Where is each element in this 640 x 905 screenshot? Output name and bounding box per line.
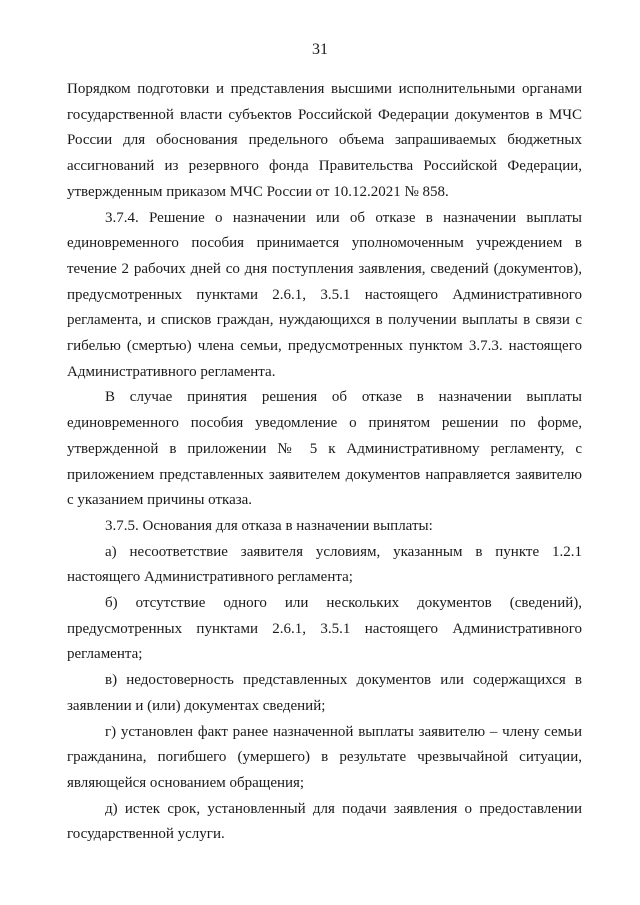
list-item-g: г) установлен факт ранее назначенной выплаты заявителю – члену семьи гражданина, погибшего (умершего) в результате чрезвычайной ситуации, являющейся основанием обращения; bbox=[67, 723, 582, 791]
paragraph-3-7-5: 3.7.5. Основания для отказа в назначении выплаты: bbox=[105, 517, 433, 534]
paragraph-3-7-4: 3.7.4. Решение о назначении или об отказе в назначении выплаты единовременного пособия принимается уполномоченным учреждением в течение 2 рабочих дней со дня поступления заявления, сведений (документов), предусмотренных пунктами 2.6.1, 3.5.1 настоящего Административного регламента, и списков граждан, нуждающихся в получении выплаты в связи с гибелью (смертью) члена семьи, предусмотренных пунктом 3.7.3. настоящего Административного регламента. bbox=[67, 209, 582, 380]
list-item-d: д) истек срок, установленный для подачи заявления о предоставлении государственной услуги. bbox=[67, 800, 582, 843]
list-item-a: а) несоответствие заявителя условиям, указанным в пункте 1.2.1 настоящего Административного регламента; bbox=[67, 543, 582, 586]
list-item-b: б) отсутствие одного или нескольких документов (сведений), предусмотренных пунктами 2.6.1, 3.5.1 настоящего Административного регламента; bbox=[67, 595, 582, 663]
document-body bbox=[67, 77, 582, 848]
list-item-v: в) недостоверность представленных документов или содержащихся в заявлении и (или) документах сведений; bbox=[67, 672, 582, 714]
page-number: 31 bbox=[312, 41, 328, 58]
paragraph-continuation: Порядком подготовки и представления высшими исполнительными органами государственной власти субъектов Российской Федерации документов в МЧС России для обоснования предельного объема запрашиваемых бюджетных ассигнований из резервного фонда Правительства Российской Федерации, утвержденным приказом МЧС России от 10.12.2021 № 858. bbox=[67, 81, 582, 200]
paragraph-refusal-notice: В случае принятия решения об отказе в назначении выплаты единовременного пособия уведомление о принятом решении по форме, утвержденной в приложении № 5 к Административному регламенту, с приложением представленных заявителем документов направляется заявителю с указанием причины отказа. bbox=[67, 389, 582, 509]
